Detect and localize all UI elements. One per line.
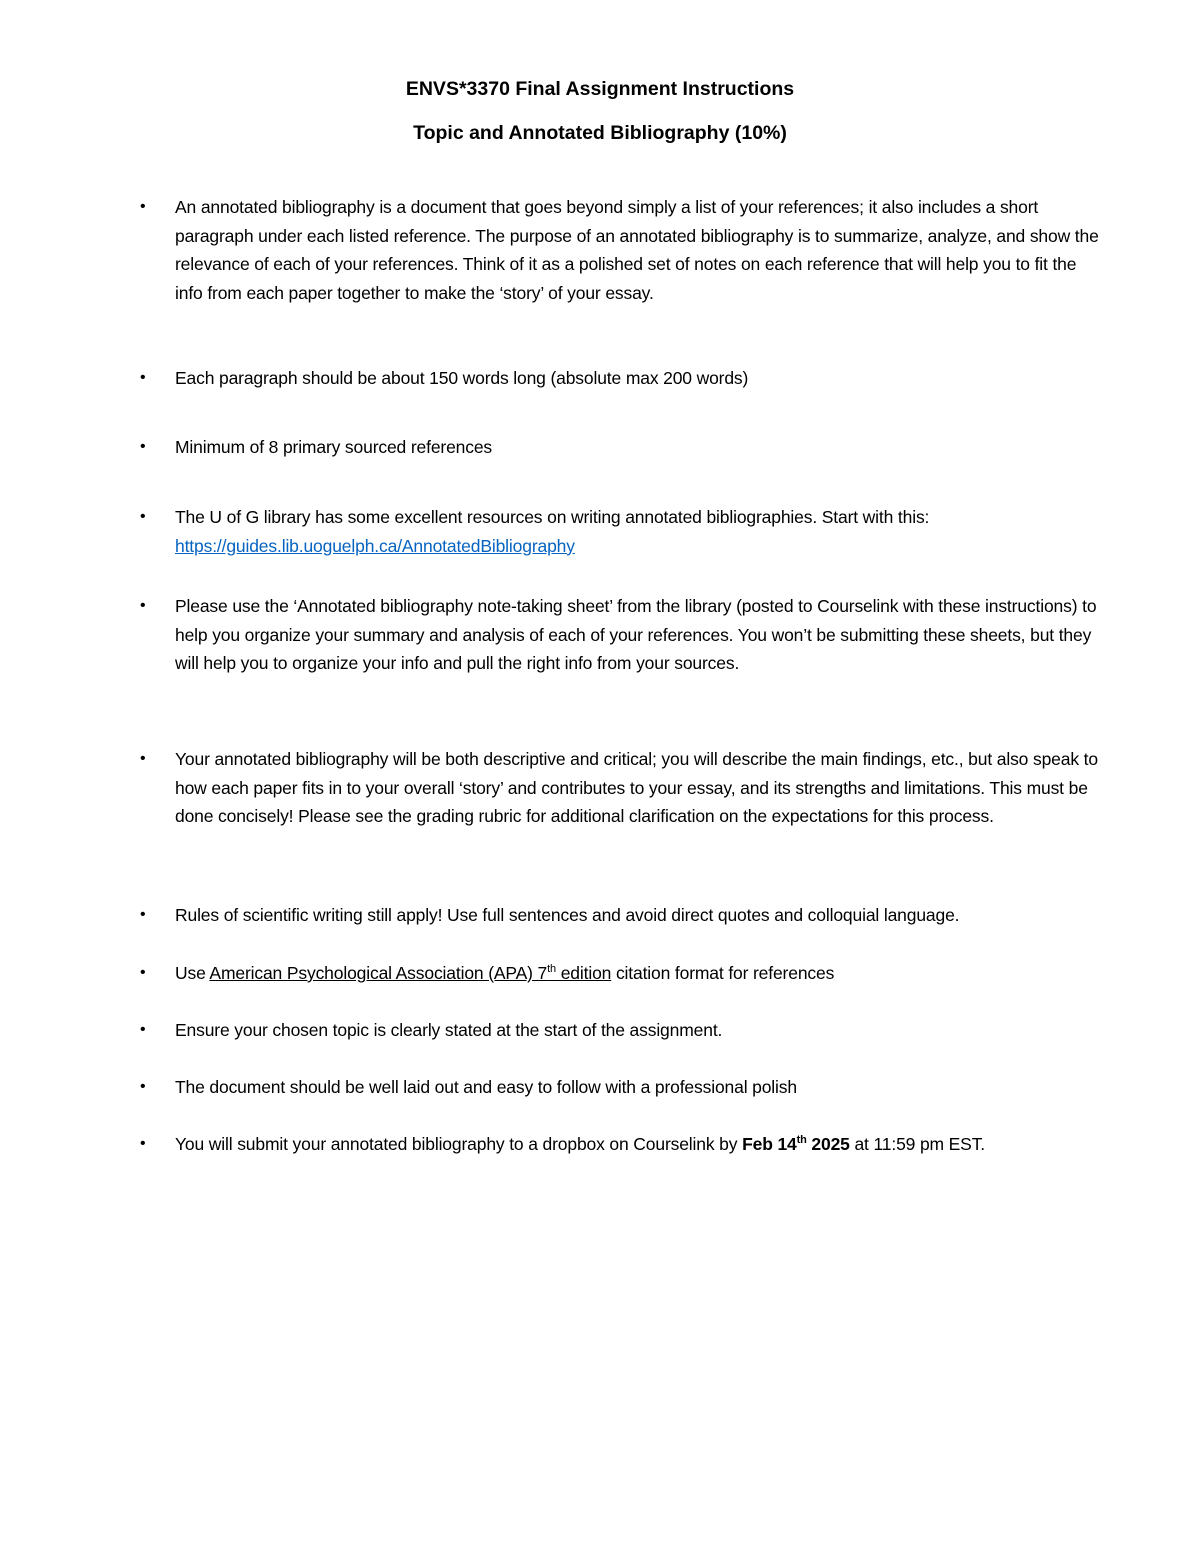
due-date-year: 2025 (806, 1134, 850, 1154)
bullet-icon: • (140, 438, 146, 455)
list-item-text: An annotated bibliography is a document that goes beyond simply a list of your references; it also includes a short paragraph under each listed reference. The purpose of an annotated bibliography is to summarize, analyze, and show the relevance of each of your references. Think of it as a polished set of notes on each reference that will help you to fit the info from each paper together to make the ‘story’ of your essay. (175, 197, 1099, 303)
list-item-text: Please use the ‘Annotated bibliography note-taking sheet’ from the library (posted to Courselink with these instructions) to help you organize your summary and analysis of each of your references. You won’t be submitting these sheets, but they will help you to organize your info and pull the right info from your sources. (175, 596, 1097, 674)
due-date (742, 1134, 850, 1154)
document-title: ENVS*3370 Final Assignment Instructions (405, 78, 795, 100)
bullet-icon: • (140, 1021, 146, 1038)
bullet-icon: • (140, 750, 146, 767)
apa-edition-sup: th (547, 963, 556, 975)
due-date-sup: th (796, 1134, 807, 1146)
library-resources-text: The U of G library has some excellent resources on writing annotated bibliographies. Start with this: (175, 507, 930, 527)
annotated-bibliography-guide-link[interactable]: https://guides.lib.uoguelph.ca/AnnotatedBibliography (175, 535, 575, 556)
list-item-text (175, 959, 1105, 988)
apa-edition: edition (556, 963, 612, 983)
bullet-icon: • (140, 964, 146, 981)
citation-prefix: Use (175, 963, 210, 983)
submission-prefix: You will submit your annotated bibliography to a dropbox on Courselink by (175, 1134, 743, 1154)
list-item-text: Ensure your chosen topic is clearly stated at the start of the assignment. (175, 1020, 723, 1040)
citation-suffix: citation format for references (611, 963, 835, 983)
bullet-icon: • (140, 508, 146, 525)
bullet-icon: • (140, 198, 146, 215)
document-subtitle: Topic and Annotated Bibliography (10%) (413, 122, 787, 144)
apa-name: American Psychological Association (APA) 7 (209, 963, 548, 983)
list-item-text: Your annotated bibliography will be both descriptive and critical; you will describe the main findings, etc., but also speak to how each paper fits in to your overall ‘story’ and contributes to your essay, and its strengths and limitations. This must be done concisely! Please see the grading rubric for additional clarification on the expectations for this process. (175, 749, 1098, 827)
list-item-text (175, 1130, 1105, 1159)
bullet-icon: • (140, 369, 146, 386)
list-item-text: Minimum of 8 primary sourced references (175, 437, 493, 457)
bullet-icon: • (140, 1135, 146, 1152)
due-date-day: Feb 14 (742, 1134, 797, 1154)
bullet-icon: • (140, 906, 146, 923)
list-item-text: Rules of scientific writing still apply! Use full sentences and avoid direct quotes and colloquial language. (175, 905, 960, 925)
list-item-text (175, 503, 1105, 560)
bullet-icon: • (140, 597, 146, 614)
list-item-text: The document should be well laid out and easy to follow with a professional polish (175, 1077, 797, 1097)
bullet-icon: • (140, 1078, 146, 1095)
apa-citation-style (209, 963, 611, 983)
submission-suffix: at 11:59 pm EST. (849, 1134, 986, 1154)
list-item-text: Each paragraph should be about 150 words long (absolute max 200 words) (175, 368, 749, 388)
